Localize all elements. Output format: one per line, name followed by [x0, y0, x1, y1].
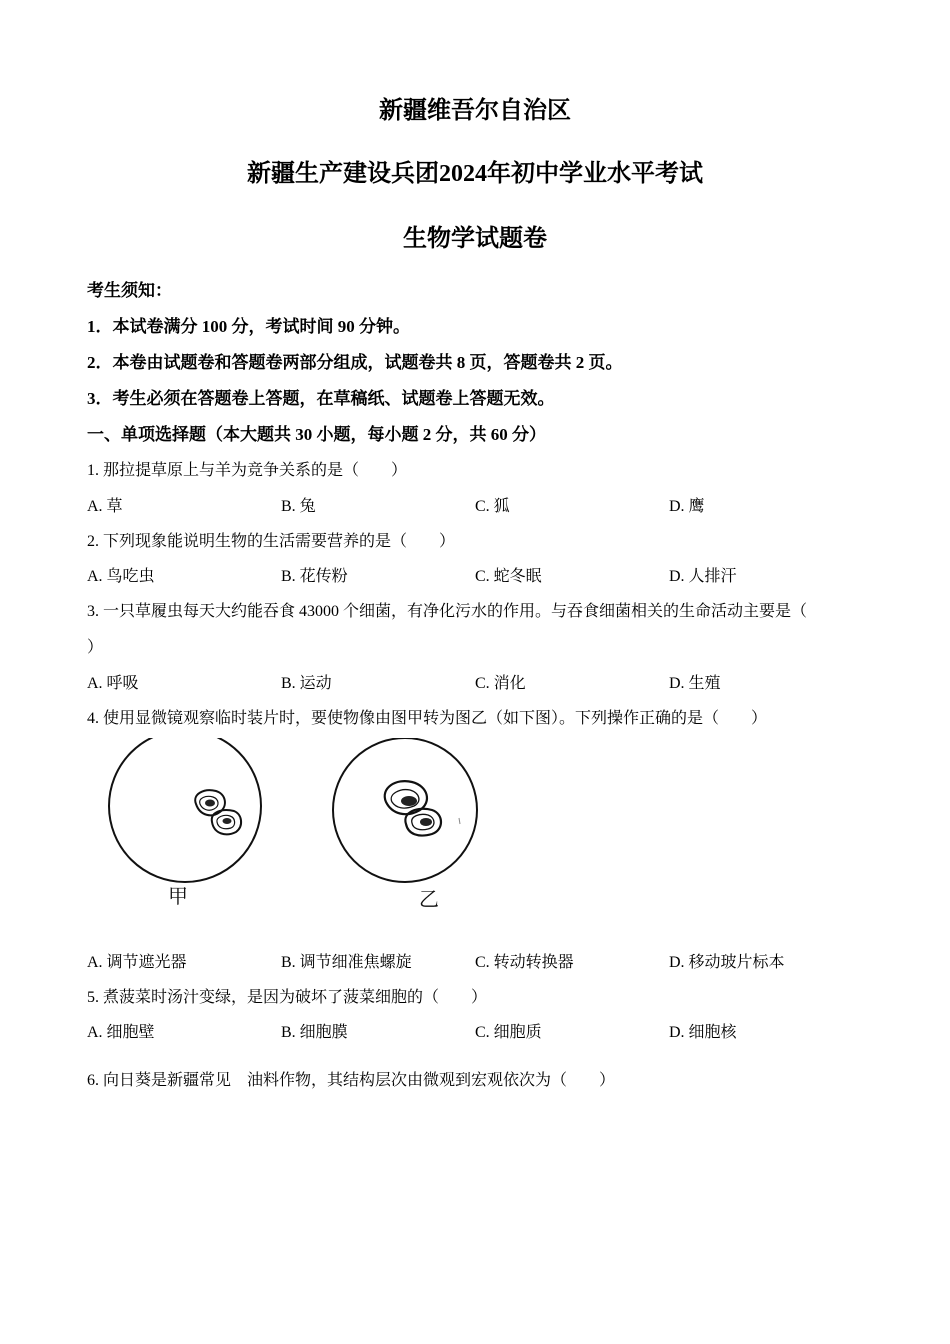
question-5-text: 5. 煮菠菜时汤汁变绿，是因为破坏了菠菜细胞的（ ）: [87, 989, 488, 1006]
exam-subject-title: 生物学试题卷: [403, 226, 547, 252]
question-4-text: 4. 使用显微镜观察临时装片时，要使物像由图甲转为图乙（如下图）。下列操作正确的是（ ）: [87, 710, 768, 727]
question-3-text: 3. 一只草履虫每天大约能吞食 43000 个细菌，有净化污水的作用。与吞食细菌相关的生命活动主要是（: [87, 603, 808, 620]
question-6-text: 6. 向日葵是新疆常见 油料作物，其结构层次由微观到宏观依次为（ ）: [87, 1072, 616, 1089]
question-1-option-c: C. 狐: [475, 498, 510, 515]
question-4-option-a: A. 调节遮光器: [87, 954, 187, 971]
question-1-option-a: A. 草: [87, 498, 123, 515]
microscope-field-figure: [100, 738, 480, 938]
question-5-option-c: C. 细胞质: [475, 1024, 542, 1041]
question-1-option-d: D. 鹰: [669, 498, 705, 515]
question-2-option-c: C. 蛇冬眠: [475, 568, 542, 585]
question-3-option-d: D. 生殖: [669, 675, 721, 692]
question-4-option-d: D. 移动玻片标本: [669, 954, 785, 971]
question-3-text-continued: ）: [87, 639, 104, 656]
question-1-option-b: B. 兔: [281, 498, 316, 515]
question-4-option-b: B. 调节细准焦螺旋: [281, 954, 412, 971]
question-2-option-d: D. 人排汗: [669, 568, 737, 585]
question-5-option-b: B. 细胞膜: [281, 1024, 348, 1041]
question-3-option-a: A. 呼吸: [87, 675, 139, 692]
question-3-option-b: B. 运动: [281, 675, 332, 692]
question-5-option-a: A. 细胞壁: [87, 1024, 155, 1041]
figure-label-yi: 乙: [419, 887, 439, 911]
question-1-text: 1. 那拉提草原上与羊为竞争关系的是（ ）: [87, 462, 408, 479]
question-2-option-b: B. 花传粉: [281, 568, 348, 585]
question-3-option-c: C. 消化: [475, 675, 526, 692]
exam-region-title: 新疆维吾尔自治区: [379, 98, 571, 124]
section-title: 一、单项选择题（本大题共 30 小题，每小题 2 分，共 60 分）: [87, 425, 546, 444]
question-4-option-c: C. 转动转换器: [475, 954, 574, 971]
question-2-option-a: A. 鸟吃虫: [87, 568, 155, 585]
notice-heading: 考生须知：: [87, 281, 172, 300]
field-of-view-jia: [109, 738, 261, 882]
exam-name-title: 新疆生产建设兵团2024年初中学业水平考试: [247, 161, 703, 187]
figure-label-jia: 甲: [168, 884, 188, 908]
field-of-view-yi: [333, 738, 477, 882]
question-5-option-d: D. 细胞核: [669, 1024, 737, 1041]
notice-item-1: 1．本试卷满分 100 分，考试时间 90 分钟。: [87, 317, 410, 336]
question-2-text: 2. 下列现象能说明生物的生活需要营养的是（ ）: [87, 533, 456, 550]
notice-item-2: 2．本卷由试题卷和答题卷两部分组成，试题卷共 8 页，答题卷共 2 页。: [87, 353, 623, 372]
notice-item-3: 3．考生必须在答题卷上答题，在草稿纸、试题卷上答题无效。: [87, 389, 555, 408]
